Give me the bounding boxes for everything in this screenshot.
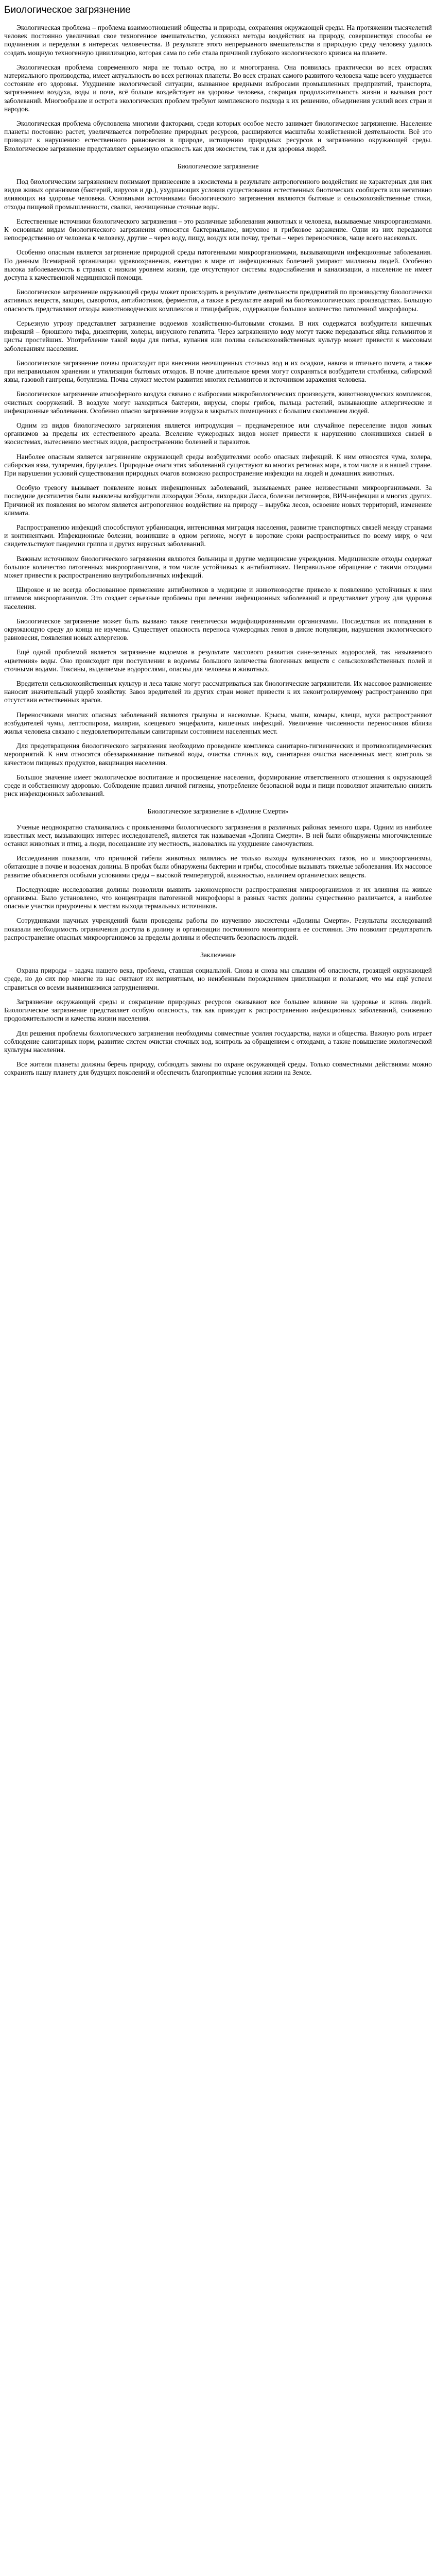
section-heading: Биологическое загрязнение в «Долине Смерти» [147,807,289,816]
paragraph: Широкое и не всегда обоснованное применение антибиотиков в медицине и животноводстве привело к появлению устойчивых к ним штаммов микроорганизмов. Это создает серьезные проблемы при лечении инфекционных заболеваний и представляет угрозу для здоровья населения. [4,586,432,611]
paragraph: Биологическое загрязнение окружающей среды может происходить в результате деятельности предприятий по производству биологически активных веществ, вакцин, сывороток, антибиотиков, ферментов, а также в результате аварий на биотехнологических производствах. Большую опасность представляют отходы животноводческих комплексов и птицефабрик, содержащие большое количество патогенной микрофлоры. [4,288,432,313]
paragraph: Биологическое загрязнение почвы происходит при внесении неочищенных сточных вод и их осадков, навоза и птичьего помета, а также при неправильном хранении и утилизации бытовых отходов. В почве длительное время могут сохраняться возбудители столбняка, сибирской язвы, газовой гангрены, ботулизма. Почва служит местом развития многих гельминтов и источником заражения человека. [4,359,432,384]
paragraph: Для решения проблемы биологического загрязнения необходимы совместные усилия государства, науки и общества. Важную роль играет соблюдение санитарных норм, развитие систем очистки сточных вод, контроль за обращением с отходами, а также повышение экологической культуры населения. [4,1029,432,1054]
paragraph: Особую тревогу вызывает появление новых инфекционных заболеваний, вызываемых ранее неизвестными микроорганизмами. За последние десятилетия были выявлены возбудители лихорадки Эбола, лихорадки Ласса, болезни легионеров, ВИЧ-инфекции и многих других. Причиной их появления во многом является антропогенное воздействие на природу – вырубка лесов, освоение новых территорий, изменение климата. [4,484,432,517]
paragraph: Сотрудниками научных учреждений были проведены работы по изучению экосистемы «Долины Смерти». Результаты исследований показали необходимость ограничения доступа в долину и организации постоянного мониторинга ее состояния. Это позволит предотвратить распространение опасных микроорганизмов за пределы долины и обеспечить безопасность людей. [4,917,432,941]
paragraph: Наиболее опасным является загрязнение окружающей среды возбудителями особо опасных инфекций. К ним относятся чума, холера, сибирская язва, туляремия, бруцеллез. Природные очаги этих заболеваний существуют во многих регионах мира, в том числе и в нашей стране. При нарушении условий существования природных очагов возможно распространение инфекции на людей и домашних животных. [4,452,432,477]
document-title: Биологическое загрязнение [4,5,131,15]
paragraph: Для предотвращения биологического загрязнения необходимо проведение комплекса санитарно-гигиенических и противоэпидемических мероприятий. К ним относятся обеззараживание питьевой воды, очистка сточных вод, санитарная очистка населенных мест, контроль за качеством пищевых продуктов, вакцинация населения. [4,742,432,767]
paragraph: Биологическое загрязнение может быть вызвано также генетически модифицированными организмами. Последствия их попадания в окружающую среду до конца не изучены. Существует опасность переноса чужеродных генов в дикие популяции, нарушения экологического равновесия, появления новых аллергенов. [4,617,432,642]
paragraph: Серьезную угрозу представляет загрязнение водоемов хозяйственно-бытовыми стоками. В них содержатся возбудители кишечных инфекций – брюшного тифа, дизентерии, холеры, вирусного гепатита. Через загрязненную воду могут также передаваться яйца гельминтов и цисты простейших. Употребление такой воды для питья, купания или полива сельскохозяйственных культур может привести к массовым заболеваниям населения. [4,319,432,352]
paragraph: Загрязнение окружающей среды и сокращение природных ресурсов оказывают все большее влияние на здоровье и жизнь людей. Биологическое загрязнение представляет особую опасность, так как приводит к распространению инфекционных заболеваний, снижению продолжительности и качества жизни населения. [4,997,432,1023]
paragraph: Ученые неоднократно сталкивались с проявлениями биологического загрязнения в различных районах земного шара. Одним из наиболее известных мест, вызывающих интерес исследователей, является так называемая «Долина Смерти». В ней были обнаружены многочисленные останки животных и птиц, а люди, посещавшие эту местность, жаловались на ухудшение самочувствия. [4,823,432,848]
paragraph: Вредители сельскохозяйственных культур и леса также могут рассматриваться как биологические загрязнители. Их массовое размножение наносит значительный ущерб хозяйству. Завоз вредителей из других стран может привести к их неконтролируемому распространению при отсутствии естественных врагов. [4,680,432,704]
section-heading: Заключение [200,951,236,959]
section-heading: Биологическое загрязнение [177,162,259,170]
paragraph: Последующие исследования долины позволили выявить закономерности распространения микроорганизмов и их влияния на живые организмы. Было установлено, что концентрация патогенной микрофлоры в разных частях долины существенно различается, а наиболее опасные участки приурочены к местам выхода термальных источников. [4,885,432,910]
paragraph: Естественные источники биологического загрязнения – это различные заболевания животных и человека, вызываемые микроорганизмами. К основным видам биологического загрязнения относятся бактериальное, вирусное и грибковое заражение. Одни из них передаются непосредственно от человека к человеку, другие – через воду, пищу, воздух или почву, третьи – через переносчиков, чаще всего насекомых. [4,217,432,242]
paragraph: Биологическое загрязнение атмосферного воздуха связано с выбросами микробиологических производств, животноводческих комплексов, очистных сооружений. В воздухе могут находиться бактерии, вирусы, споры грибов, пыльца растений, вызывающие аллергические и инфекционные заболевания. Особенно опасно загрязнение воздуха в закрытых помещениях с большим скоплением людей. [4,390,432,415]
paragraph: Одним из видов биологического загрязнения является интродукция – преднамеренное или случайное переселение видов живых организмов за пределы их естественного ареала. Вселение чужеродных видов может привести к нарушению сложившихся связей в экосистемах, вытеснению местных видов, распространению болезней и паразитов. [4,421,432,446]
document-body [4,24,432,1077]
paragraph: Переносчиками многих опасных заболеваний являются грызуны и насекомые. Крысы, мыши, комары, клещи, мухи распространяют возбудителей чумы, лептоспироза, малярии, клещевого энцефалита, кишечных инфекций. Увеличение численности переносчиков вблизи жилья человека связано с неудовлетворительным санитарным состоянием населенных мест. [4,710,432,736]
paragraph: Большое значение имеет экологическое воспитание и просвещение населения, формирование ответственного отношения к окружающей среде и собственному здоровью. Соблюдение правил личной гигиены, употребление безопасной воды и пищи позволяют значительно снизить риск инфекционных заболеваний. [4,773,432,798]
paragraph: Охрана природы – задача нашего века, проблема, ставшая социальной. Снова и снова мы слышим об опасности, грозящей окружающей среде, но до сих пор многие из нас считают их неприятным, но неизбежным порождением цивилизации и полагают, что мы ещё успеем справиться со всеми выявившимися затруднениями. [4,967,432,991]
paragraph: Важным источником биологического загрязнения являются больницы и другие медицинские учреждения. Медицинские отходы содержат большое количество патогенных микроорганизмов, в том числе устойчивых к антибиотикам. Неправильное обращение с такими отходами может привести к распространению внутрибольничных инфекций. [4,554,432,579]
paragraph: Все жители планеты должны беречь природу, соблюдать законы по охране окружающей среды. Только совместными действиями можно сохранить нашу планету для будущих поколений и обеспечить благоприятные условия жизни на Земле. [4,1060,432,1077]
document-page [0,0,436,1077]
paragraph: Особенно опасным является загрязнение природной среды патогенными микроорганизмами, вызывающими инфекционные заболевания. По данным Всемирной организации здравоохранения, ежегодно в мире от инфекционных болезней умирают миллионы людей. Особенно высока заболеваемость в странах с низким уровнем жизни, где отсутствуют системы водоснабжения и канализации, а население не имеет доступа к качественной медицинской помощи. [4,248,432,282]
paragraph: Экологическая проблема обусловлена многими факторами, среди которых особое место занимает биологическое загрязнение. Население планеты постоянно растет, увеличивается потребление природных ресурсов, расширяются масштабы хозяйственной деятельности. Всё это приводит к нарушению естественного равновесия в природе, истощению природных ресурсов и загрязнению окружающей среды. Биологическое загрязнение представляет серьезную опасность как для экосистем, так и для здоровья людей. [4,120,432,152]
paragraph: Экологическая проблема современного мира не только остра, но и многогранна. Она появилась практически во всех отраслях материального производства, имеет актуальность во всех регионах планеты. Во всех странах самого развитого человека чаще всего ухудшается состояние его здоровья. Ухудшение экологической ситуации, вызванное вредными выбросами промышленных предприятий, транспорта, загрязнением воздуха, воды и почв, всё больше воздействует на здоровье человека, сокращая продолжительность жизни и вызывая рост заболеваний. Многообразие и острота экологических проблем требуют комплексного подхода к их решению, объединения усилий всех стран и народов. [4,63,432,113]
paragraph: Исследования показали, что причиной гибели животных являлись не только выходы вулканических газов, но и микроорганизмы, обитающие в почве и водоемах долины. В пробах были обнаружены бактерии и грибы, способные вызывать тяжелые заболевания. Их массовое развитие объясняется особыми условиями среды – высокой температурой, влажностью, наличием органических веществ. [4,854,432,879]
paragraph: Ещё одной проблемой является загрязнение водоемов в результате массового развития сине-зеленых водорослей, так называемого «цветения» воды. Оно происходит при поступлении в водоемы большого количества биогенных веществ с сельскохозяйственных полей и сточными водами. Токсины, выделяемые водорослями, опасны для человека и животных. [4,648,432,673]
paragraph: Экологическая проблема – проблема взаимоотношений общества и природы, сохранения окружающей среды. На протяжении тысячелетий человек постоянно увеличивал свое техногенное вмешательство, усложнял методы воздействия на природу, совершенствуя способы ее подчинения и переделки в интересах человечества. В результате этого непрерывного вмешательства в природную среду человеку удалось создать мощную техногенную цивилизацию, которая сама по себе стала причиной глубокого экологического кризиса на планете. [4,24,432,57]
paragraph: Распространению инфекций способствуют урбанизация, интенсивная миграция населения, развитие транспортных связей между странами и континентами. Инфекционные болезни, возникшие в одном регионе, могут в короткие сроки распространиться по всему миру, о чем свидетельствуют пандемии гриппа и других вирусных заболеваний. [4,523,432,548]
paragraph: Под биологическим загрязнением понимают привнесение в экосистемы в результате антропогенного воздействия не характерных для них видов живых организмов (бактерий, вирусов и др.), ухудшающих условия существования естественных биотических сообществ или негативно влияющих на здоровье человека. Основными источниками биологического загрязнения являются бытовые и сельскохозяйственные стоки, отходы пищевой промышленности, свалки, неочищенные сточные воды. [4,178,432,211]
